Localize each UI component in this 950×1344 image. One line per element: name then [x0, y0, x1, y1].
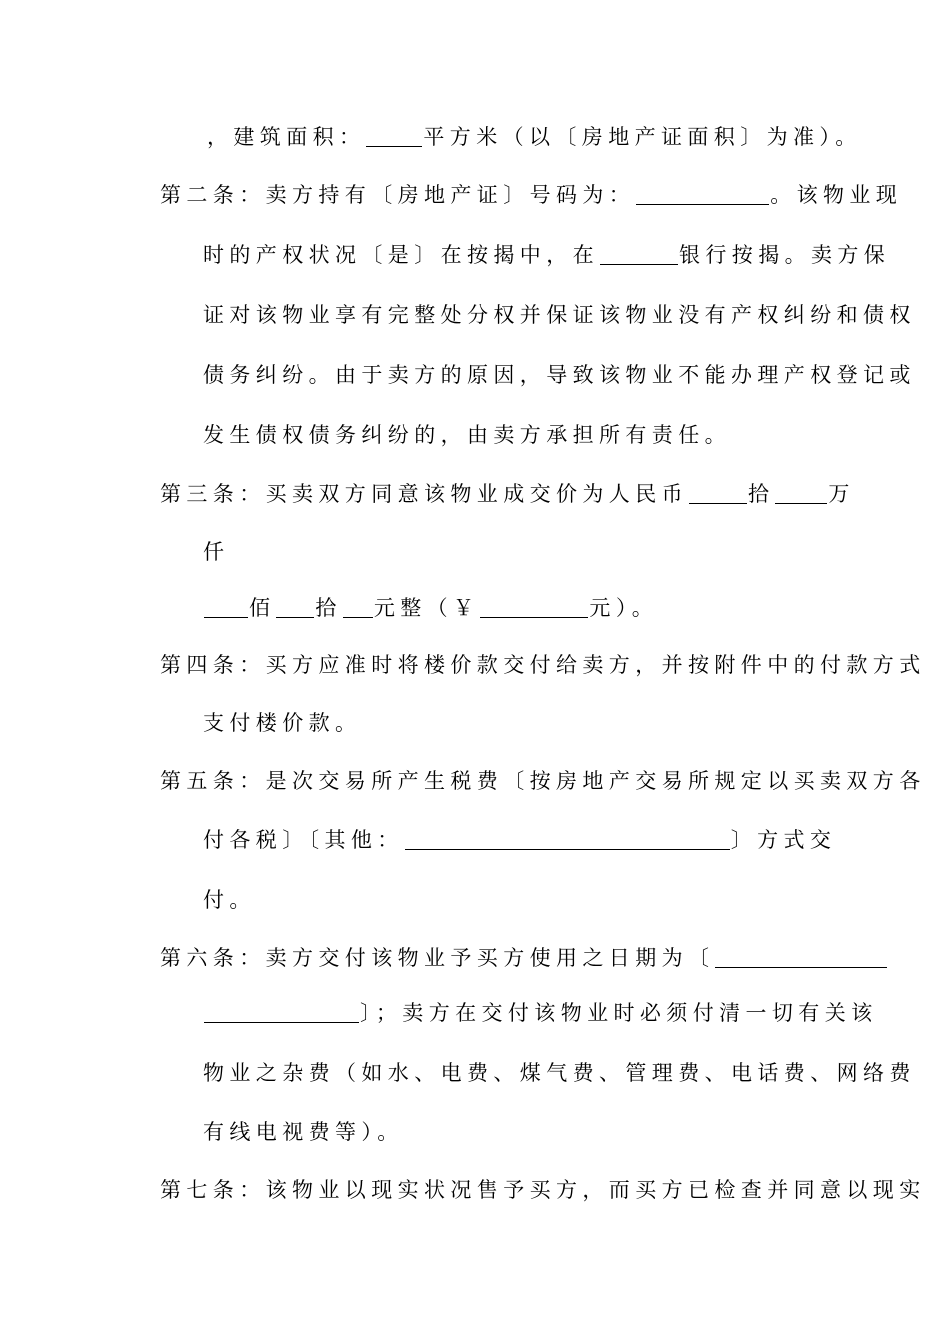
line-text: 支付楼价款。 — [203, 711, 362, 735]
line-text: 元整（￥ — [373, 596, 480, 620]
line-text: 拾 — [315, 596, 342, 620]
fill-in-blank — [636, 183, 769, 205]
line-text: 第六条：卖方交付该物业予买方使用之日期为〔 — [160, 946, 715, 970]
line-text: 万 — [828, 482, 855, 506]
contract-text-line — [203, 708, 361, 738]
line-text: 〕；卖方在交付该物业时必须付清一切有关该 — [360, 1001, 878, 1025]
contract-text-line — [160, 766, 926, 796]
contract-text-line — [203, 360, 916, 390]
line-text: 发生债权债务纠纷的，由卖方承担所有责任。 — [203, 423, 731, 447]
fill-in-blank — [276, 596, 314, 618]
line-text: 第七条：该物业以现实状况售予买方，而买方已检查并同意以现实 — [160, 1178, 926, 1202]
contract-text-line — [203, 537, 229, 567]
contract-text-line — [203, 998, 878, 1028]
line-text: 付各税〕〔其他： — [203, 828, 404, 852]
line-text: 元）。 — [589, 596, 659, 620]
line-text: 拾 — [748, 482, 775, 506]
fill-in-blank — [204, 596, 248, 618]
contract-text-line — [207, 122, 862, 152]
line-text: 第二条：卖方持有〔房地产证〕号码为： — [160, 183, 636, 207]
fill-in-blank — [480, 596, 588, 618]
line-text: 付。 — [203, 888, 256, 912]
line-text: 有线电视费等）。 — [203, 1120, 404, 1144]
contract-text-line — [160, 180, 902, 210]
line-text: 银行按揭。卖方保 — [679, 243, 891, 267]
contract-text-line — [203, 300, 916, 330]
fill-in-blank — [775, 482, 827, 504]
contract-text-line — [203, 420, 731, 450]
line-text: 〕方式交 — [730, 828, 837, 852]
fill-in-blank — [204, 1001, 359, 1023]
contract-text-line — [203, 240, 890, 270]
line-text: 债务纠纷。由于卖方的原因，导致该物业不能办理产权登记或 — [203, 363, 916, 387]
line-text: 第三条：买卖双方同意该物业成交价为人民币 — [160, 482, 688, 506]
contract-text-line — [203, 825, 836, 855]
line-text: 时的产权状况〔是〕在按揭中，在 — [203, 243, 599, 267]
contract-text-line — [203, 593, 658, 623]
contract-text-line — [203, 1058, 916, 1088]
line-text: 证对该物业享有完整处分权并保证该物业没有产权纠纷和债权 — [203, 303, 916, 327]
line-text: 仟 — [203, 540, 230, 564]
contract-text-line — [160, 943, 888, 973]
contract-text-line — [160, 479, 855, 509]
fill-in-blank — [343, 596, 373, 618]
line-text: 平方米（以〔房地产证面积〕为准）。 — [423, 125, 862, 149]
contract-text-line — [203, 1117, 404, 1147]
line-text: 第四条：买方应准时将楼价款交付给卖方，并按附件中的付款方式 — [160, 653, 926, 677]
line-text: 。该物业现 — [770, 183, 903, 207]
contract-text-line — [160, 650, 926, 680]
line-text: 佰 — [249, 596, 276, 620]
fill-in-blank — [689, 482, 747, 504]
contract-text-line — [203, 885, 256, 915]
fill-in-blank — [600, 243, 678, 265]
fill-in-blank — [715, 946, 887, 968]
fill-in-blank — [366, 125, 422, 147]
line-text: 物业之杂费（如水、电费、煤气费、管理费、电话费、网络费 — [203, 1061, 916, 1085]
fill-in-blank — [405, 828, 730, 850]
contract-text-line — [160, 1175, 926, 1205]
line-text: ，建筑面积： — [207, 125, 366, 149]
line-text: 第五条：是次交易所产生税费〔按房地产交易所规定以买卖双方各 — [160, 769, 926, 793]
